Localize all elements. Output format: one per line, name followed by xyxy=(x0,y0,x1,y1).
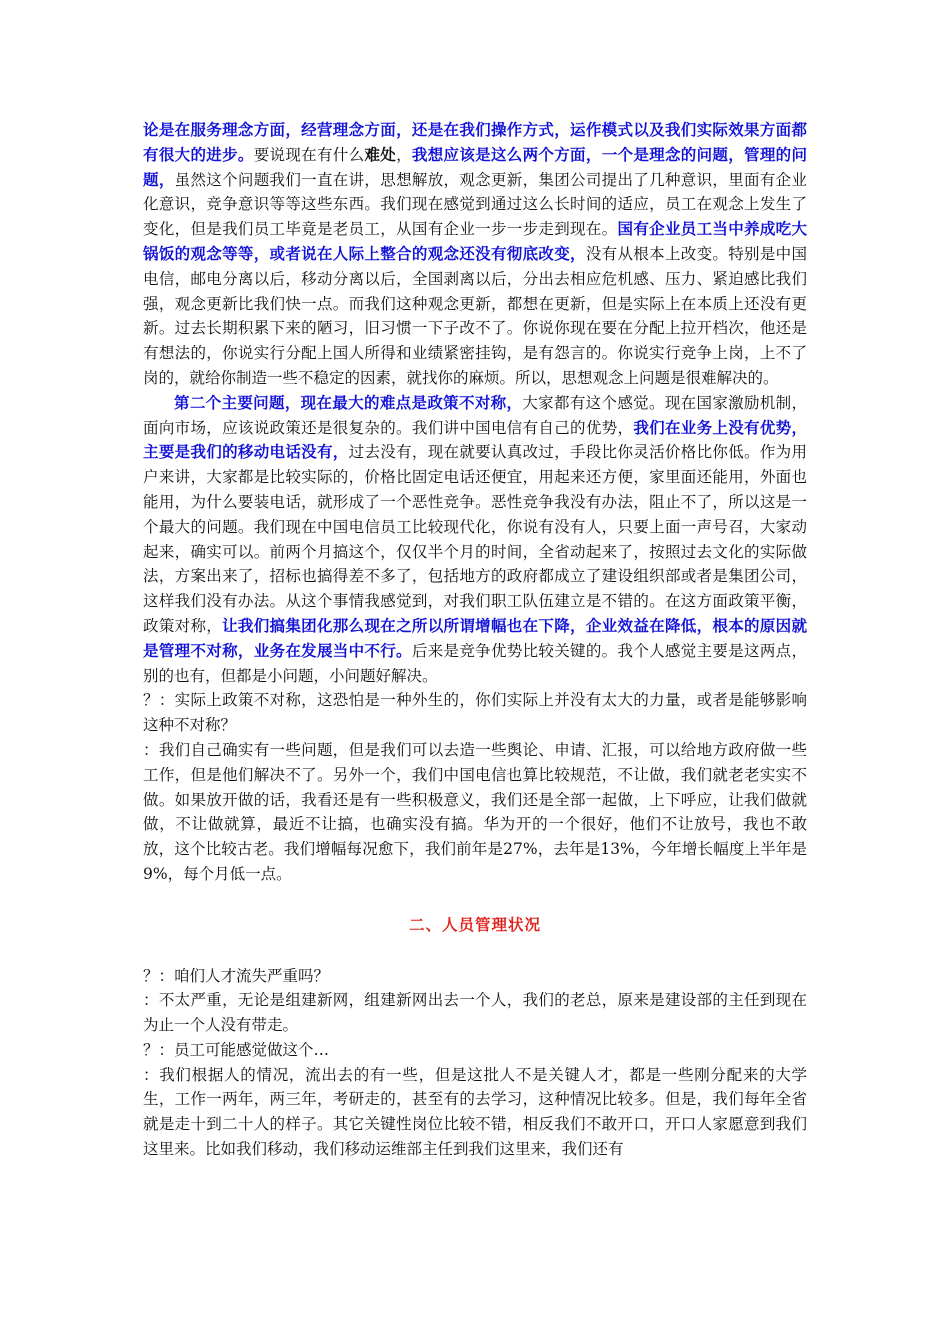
answer-2: ：不太严重，无论是组建新网，组建新网出去一个人，我们的老总，原来是建设部的主任到现在为止一个人没有带走。 xyxy=(143,991,807,1035)
answer-3: ：我们根据人的情况，流出去的有一些，但是这批人不是关键人才，都是一些刚分配来的大学生，工作一两年，两三年，考研走的，甚至有的去学习，这种情况比较多。但是，我们每年全省就是走十到二十人的样子。其它关键性岗位比较不错，相反我们不敢开口，开口人家愿意到我们这里来。比如我们移动，我们移动运维部主任到我们这里来，我们还有 xyxy=(143,1065,807,1159)
bold-text: 难处 xyxy=(364,144,397,164)
body-text: 没有从根本上改变。特别是中国电信，邮电分离以后，移动分离以后，全国剥离以后，分出去相应危机感、压力、紧迫感比我们强，观念更新比我们快一点。而我们这种观念更新，都想在更新，但是实际上在本质上还没有更新。过去长期积累下来的陋习，旧习惯一下子改不了。你说你现在要在分配上拉开档次，他还是有想法的，你说实行分配上国人所得和业绩紧密挂钩，是有怨言的。你说实行竞争上岗，上不了岗的，就给你制造一些不稳定的因素，就找你的麻烦。所以，思想观念上问题是很难解决的。 xyxy=(143,244,807,387)
document-page xyxy=(143,118,807,1162)
highlight-text: 国有企业员工当中养成吃大锅饭的观念等等，或者说在人际上整合的观念还没有彻底改变， xyxy=(143,219,807,263)
highlight-text: 第二个主要问题，现在最大的难点是政策不对称， xyxy=(174,392,523,412)
highlight-text: 我想应该是这么两个方面，一个是理念的问题，管理的问题， xyxy=(143,144,807,189)
body-text: 过去没有，现在就要认真改过，手段比你灵活价格比你低。作为用户来讲，大家都是比较实际的，价格比固定电话还便宜，用起来还方便，家里面还能用，外面也能用，为什么要装电话，就形成了一个恶性竞争。恶性竞争我没有办法，阻止不了，所以这是一个最大的问题。我们现在中国电信员工比较现代化，你说有没有人，只要上面一声号召，大家动起来，确实可以。前两个月搞这个，仅仅半个月的时间，全省动起来了，按照过去文化的实际做法，方案出来了，招标也搞得差不多了，包括地方的政府都成立了建设组织部或者是集团公司，这样我们没有办法。从这个事情我感觉到，对我们职工队伍建立是不错的。在这方面政策平衡，政策对称， xyxy=(143,443,807,635)
body-text: 虽然这个问题我们一直在讲，思想解放，观念更新，集团公司提出了几种意识，里面有企业化意识，竞争意识等等这些东西。我们现在感觉到通过这么长时间的适应，员工在观念上发生了变化，但是我们员工毕竟是老员工，从国有企业一步一步走到现在。 xyxy=(143,170,807,239)
body-text: 大家都有这个感觉。现在国家激励机制，面向市场，应该说政策还是很复杂的。我们讲中国电信有自己的优势， xyxy=(143,393,807,437)
paragraph-2 xyxy=(143,391,807,689)
answer-1: ：我们自己确实有一些问题，但是我们可以去造一些舆论、申请、汇报，可以给地方政府做一些工作，但是他们解决不了。另外一个，我们中国电信也算比较规范，不让做，我们就老老实实不做。如果放开做的话，我看还是有一些积极意义，我们还是全部一起做，上下呼应，让我们做就做，不让做就算，最近不让搞，也确实没有搞。华为开的一个很好，他们不让放号，我也不敢放，这个比较古老。我们增幅每况愈下，我们前年是27%，去年是13%，今年增长幅度上半年是9%，每个月低一点。 xyxy=(143,740,807,883)
question-3: ？：员工可能感觉做这个… xyxy=(143,1040,330,1059)
question-1: ？：实际上政策不对称，这恐怕是一种外生的，你们实际上并没有太大的力量，或者是能够影响这种不对称？ xyxy=(143,691,807,735)
question-2: ？：咱们人才流失严重吗？ xyxy=(143,966,330,985)
section-heading: 二、人员管理状况 xyxy=(408,914,541,934)
highlight-text: 论是在服务理念方面，经营理念方面，还是在我们操作方式，运作模式以及我们实际效果方面都有很大的进步。 xyxy=(143,120,807,164)
body-text: 后来是竞争优势比较关键的。我个人感觉主要是这两点，别的也有，但都是小问题，小问题好解决。 xyxy=(143,641,807,685)
highlight-text: 我们在业务上没有优势，主要是我们的移动电话没有， xyxy=(143,417,807,462)
body-text: 要说现在有什么 xyxy=(253,145,365,164)
paragraph-1 xyxy=(143,118,807,391)
body-text: ， xyxy=(396,145,412,164)
highlight-text: 让我们搞集团化那么现在之所以所谓增幅也在下降，企业效益在降低，根本的原因就是管理不对称，业务在发展当中不行。 xyxy=(143,615,807,660)
